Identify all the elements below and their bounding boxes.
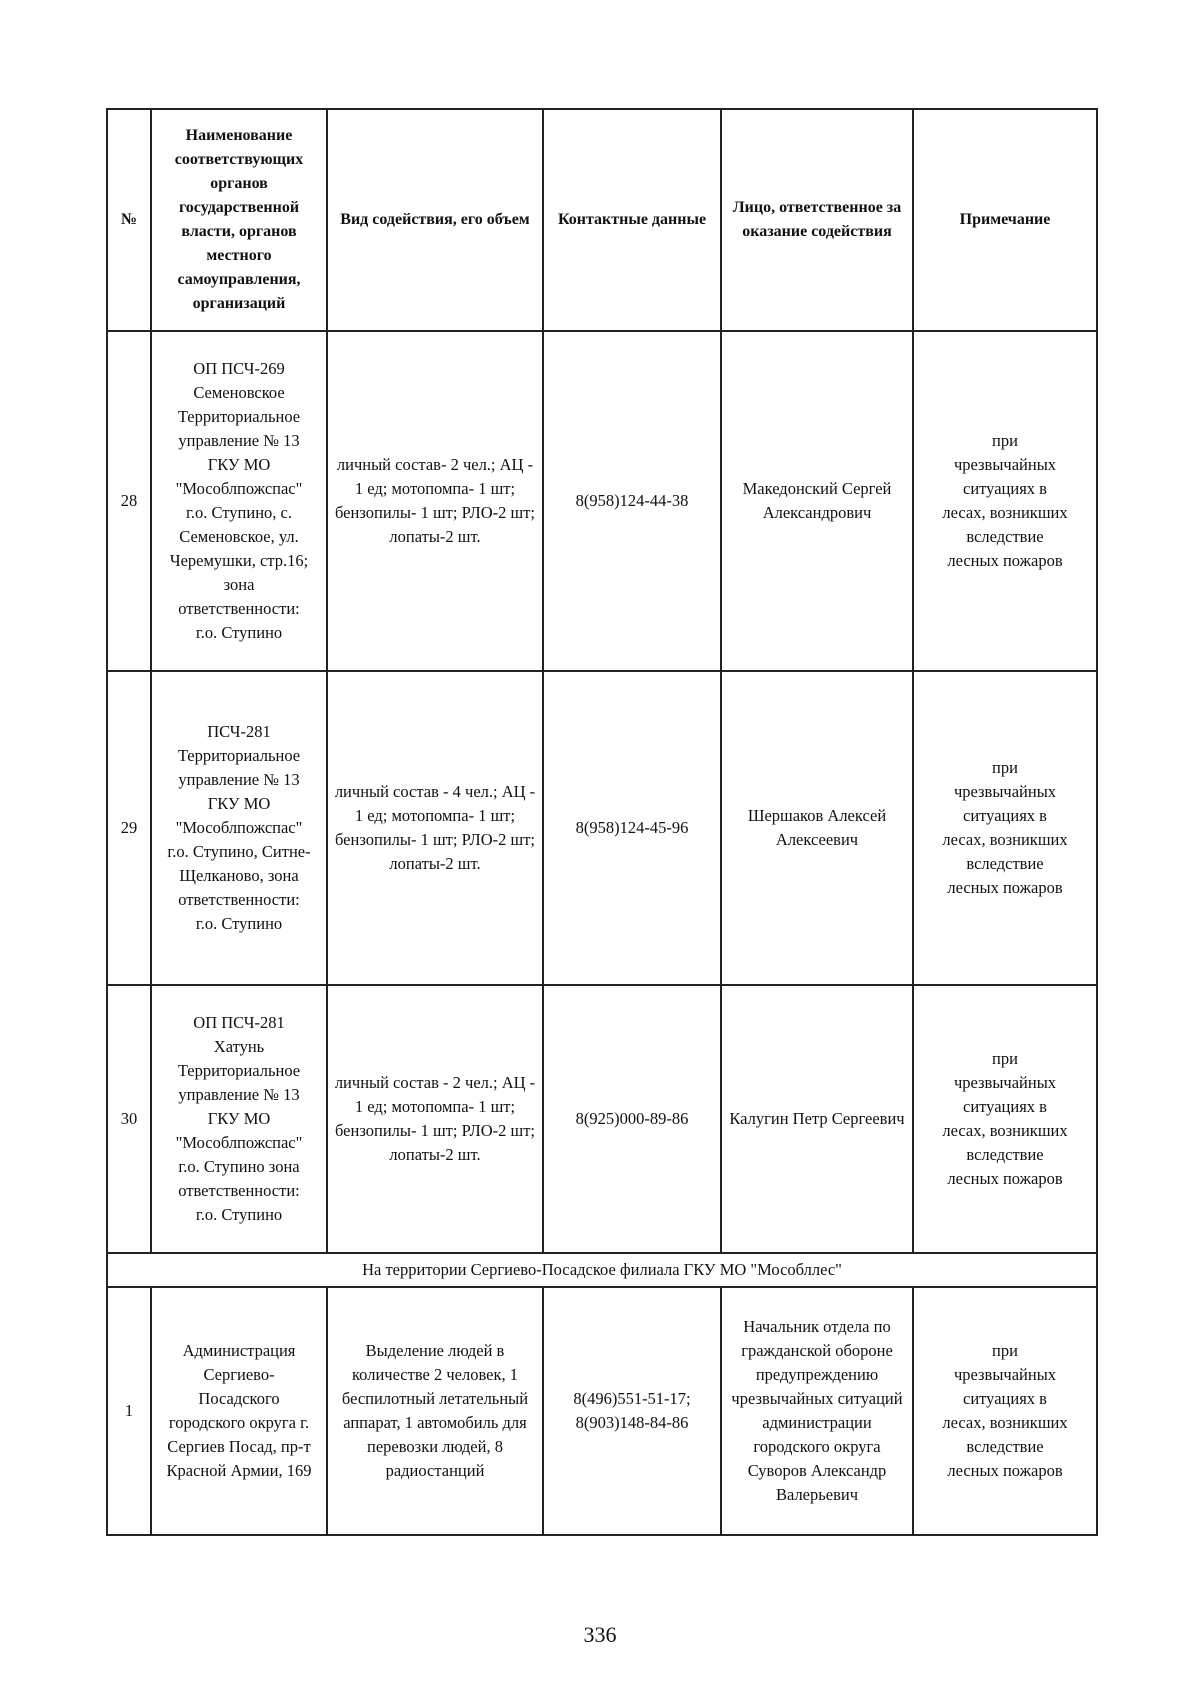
cell-person: Калугин Петр Сергеевич [721, 985, 913, 1253]
cell-assist: личный состав - 4 чел.; АЦ - 1 ед; мотопомпа- 1 шт; бензопилы- 1 шт; РЛО-2 шт; лопаты-2 шт. [327, 671, 543, 985]
cell-num: 29 [107, 671, 151, 985]
cell-contacts: 8(958)124-45-96 [543, 671, 721, 985]
cell-org: ОП ПСЧ-281 Хатунь Территориальное управление № 13 ГКУ МО "Мособлпожспас" г.о. Ступино зона ответственности: г.о. Ступино [151, 985, 327, 1253]
cell-contacts: 8(496)551-51-17; 8(903)148-84-86 [543, 1287, 721, 1535]
cell-num: 28 [107, 331, 151, 671]
header-note: Примечание [913, 109, 1097, 331]
cell-contacts: 8(958)124-44-38 [543, 331, 721, 671]
cell-note: при чрезвычайных ситуациях в лесах, возникших вследствие лесных пожаров [913, 331, 1097, 671]
assistance-table [106, 108, 1098, 1536]
cell-assist: личный состав - 2 чел.; АЦ - 1 ед; мотопомпа- 1 шт; бензопилы- 1 шт; РЛО-2 шт; лопаты-2 шт. [327, 985, 543, 1253]
cell-assist: личный состав- 2 чел.; АЦ - 1 ед; мотопомпа- 1 шт; бензопилы- 1 шт; РЛО-2 шт; лопаты-2 шт. [327, 331, 543, 671]
header-org: Наименование соответствующих органов государственной власти, органов местного самоуправления, организаций [151, 109, 327, 331]
cell-num: 30 [107, 985, 151, 1253]
cell-assist: Выделение людей в количестве 2 человек, 1 беспилотный летательный аппарат, 1 автомобиль для перевозки людей, 8 радиостанций [327, 1287, 543, 1535]
section-title: На территории Сергиево-Посадское филиала ГКУ МО "Мособллес" [107, 1253, 1097, 1287]
cell-note: при чрезвычайных ситуациях в лесах, возникших вследствие лесных пожаров [913, 985, 1097, 1253]
table-row [107, 671, 1097, 985]
header-assist: Вид содействия, его объем [327, 109, 543, 331]
table-header-row [107, 109, 1097, 331]
cell-person: Начальник отдела по гражданской обороне предупреждению чрезвычайных ситуаций администрации городского округа Суворов Александр Валерьевич [721, 1287, 913, 1535]
header-person: Лицо, ответственное за оказание содействия [721, 109, 913, 331]
page-number: 336 [583, 1622, 617, 1647]
cell-org: Администрация Сергиево- Посадского городского округа г. Сергиев Посад, пр-т Красной Армии, 169 [151, 1287, 327, 1535]
cell-person: Македонский Сергей Александрович [721, 331, 913, 671]
cell-num: 1 [107, 1287, 151, 1535]
header-contacts: Контактные данные [543, 109, 721, 331]
cell-person: Шершаков Алексей Алексеевич [721, 671, 913, 985]
section-header-row [107, 1253, 1097, 1287]
cell-note: при чрезвычайных ситуациях в лесах, возникших вследствие лесных пожаров [913, 671, 1097, 985]
cell-note: при чрезвычайных ситуациях в лесах, возникших вследствие лесных пожаров [913, 1287, 1097, 1535]
table-row [107, 1287, 1097, 1535]
cell-contacts: 8(925)000-89-86 [543, 985, 721, 1253]
cell-org: ОП ПСЧ-269 Семеновское Территориальное управление № 13 ГКУ МО "Мособлпожспас" г.о. Ступино, с. Семеновское, ул. Черемушки, стр.16; зона ответственности: г.о. Ступино [151, 331, 327, 671]
table-row [107, 985, 1097, 1253]
table-row [107, 331, 1097, 671]
header-num: № [107, 109, 151, 331]
cell-org: ПСЧ-281 Территориальное управление № 13 ГКУ МО "Мособлпожспас" г.о. Ступино, Ситне- Щелканово, зона ответственности: г.о. Ступино [151, 671, 327, 985]
